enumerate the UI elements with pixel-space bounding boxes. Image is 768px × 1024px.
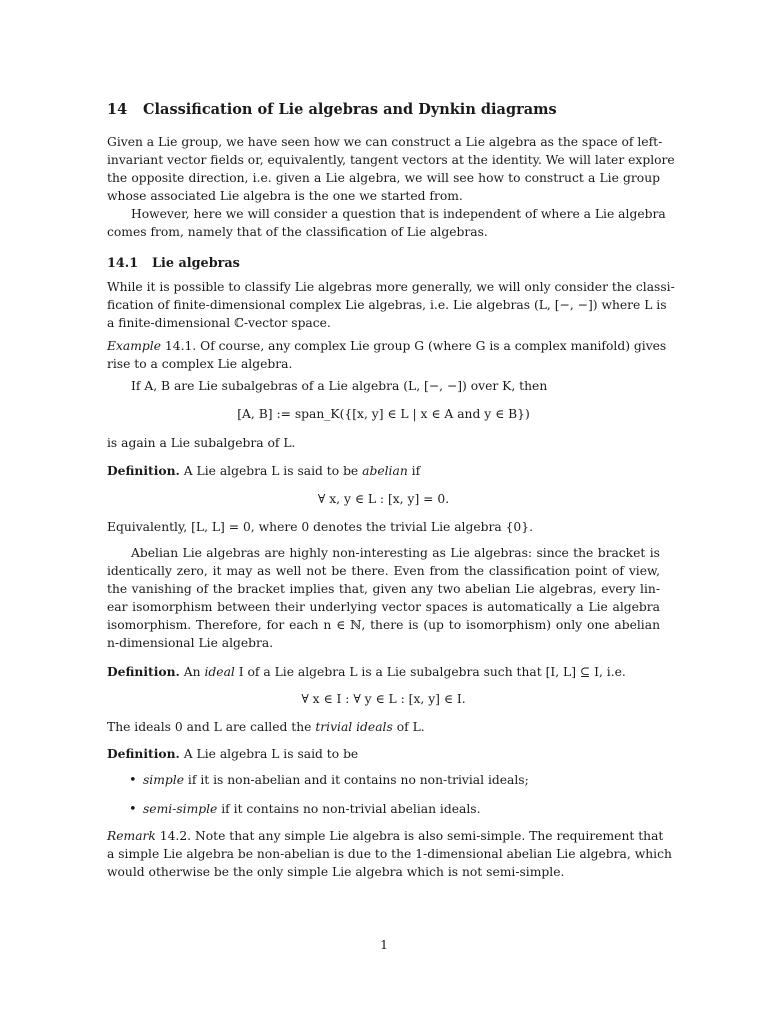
def-ideal [107, 664, 660, 680]
list-item-term: semi-simple [143, 802, 218, 816]
page-number: 1 [380, 938, 388, 952]
remark-line-2: a simple Lie algebra be non-abelian is due to the 1-dimensional abelian Lie algebra, which [107, 847, 672, 861]
example-equation: [A, B] := span_K({[x, y] ∈ L | x ∈ A and y ∈ B}) [237, 407, 530, 421]
example-label: Example [107, 339, 161, 353]
def-simple-text: A Lie algebra L is said to be [183, 747, 359, 761]
example-line-3: If A, B are Lie subalgebras of a Lie algebra (L, [−, −]) over K, then [131, 379, 548, 393]
subsection-title: Lie algebras [152, 256, 240, 271]
para2-line-1: Abelian Lie algebras are highly non-interesting as Lie algebras: since the bracket is [131, 546, 660, 560]
def-abelian-after: Equivalently, [L, L] = 0, where 0 denotes the trivial Lie algebra {0}. [107, 520, 533, 534]
intro-line-4: whose associated Lie algebra is the one we started from. [107, 189, 463, 203]
para1-line-1: While it is possible to classify Lie algebras more generally, we will only consider the classi- [107, 280, 675, 294]
intro-line-2: invariant vector fields or, equivalently, tangent vectors at the identity. We will later explore [107, 153, 675, 167]
example-line-4: is again a Lie subalgebra of L. [107, 436, 296, 450]
list-item-semi-simple [143, 802, 660, 817]
para2-line-4: ear isomorphism between their underlying vector spaces is automatically a Lie algebra [107, 600, 660, 614]
def-ideal-equation: ∀ x ∈ I : ∀ y ∈ L : [x, y] ∈ I. [301, 692, 466, 706]
bullet-icon: • [129, 802, 137, 817]
para1-line-3: a finite-dimensional ℂ-vector space. [107, 316, 331, 330]
para2-line-5: isomorphism. Therefore, for each n ∈ ℕ, there is (up to isomorphism) only one abelian [107, 618, 660, 632]
def-abelian-label: Definition. [107, 463, 180, 478]
list-item-term: simple [143, 773, 184, 787]
def-ideal-post: I of a Lie algebra L is a Lie subalgebra such that [I, L] ⊆ I, i.e. [238, 665, 626, 679]
para2-line-3: the vanishing of the bracket implies that, given any two abelian Lie algebras, every lin- [107, 582, 660, 596]
list-item-text: if it contains no non-trivial abelian ideals. [221, 802, 481, 816]
example-line-1 [107, 339, 667, 354]
para1-line-2: fication of finite-dimensional complex Lie algebras, i.e. Lie algebras (L, [−, −]) where L is [107, 298, 667, 312]
def-abelian-term: abelian [362, 464, 408, 478]
subsection-number: 14.1 [107, 256, 139, 271]
def-ideal-after [107, 720, 660, 735]
example-line-2: rise to a complex Lie algebra. [107, 357, 293, 371]
def-simple-label: Definition. [107, 746, 180, 761]
subsection-heading [107, 256, 660, 271]
def-ideal-after-post: of L. [396, 720, 425, 734]
def-ideal-pre: An [183, 665, 201, 679]
intro-line-1: Given a Lie group, we have seen how we can construct a Lie algebra as the space of left- [107, 135, 663, 149]
def-ideal-label: Definition. [107, 664, 180, 679]
para2-line-6: n-dimensional Lie algebra. [107, 636, 274, 650]
intro-line-5: However, here we will consider a question that is independent of where a Lie algebra [131, 207, 666, 221]
def-ideal-after-pre: The ideals 0 and L are called the [107, 720, 312, 734]
remark-line-3: would otherwise be the only simple Lie algebra which is not semi-simple. [107, 865, 565, 879]
def-abelian-pre: A Lie algebra L is said to be [183, 464, 359, 478]
remark-line-1 [107, 829, 664, 844]
section-title: Classification of Lie algebras and Dynkin diagrams [143, 101, 557, 118]
def-ideal-after-term: trivial ideals [315, 720, 393, 734]
remark-label: Remark [107, 829, 156, 843]
def-ideal-term: ideal [204, 665, 235, 679]
def-abelian-equation: ∀ x, y ∈ L : [x, y] = 0. [317, 492, 450, 506]
section-number: 14 [107, 101, 128, 118]
def-abelian [107, 463, 660, 479]
def-simple [107, 746, 660, 762]
intro-line-3: the opposite direction, i.e. given a Lie algebra, we will see how to construct a Lie group [107, 171, 660, 185]
section-heading [107, 102, 660, 117]
intro-line-6: comes from, namely that of the classification of Lie algebras. [107, 225, 488, 239]
list-item-simple [143, 773, 660, 788]
bullet-icon: • [129, 773, 137, 788]
def-abelian-post: if [411, 464, 421, 478]
remark-text: 14.2. Note that any simple Lie algebra is also semi-simple. The requirement that [159, 829, 664, 843]
list-item-text: if it is non-abelian and it contains no non-trivial ideals; [187, 773, 529, 787]
example-text: 14.1. Of course, any complex Lie group G (where G is a complex manifold) gives [164, 339, 667, 353]
para2-line-2: identically zero, it may as well not be there. Even from the classification point of view, [107, 564, 660, 578]
